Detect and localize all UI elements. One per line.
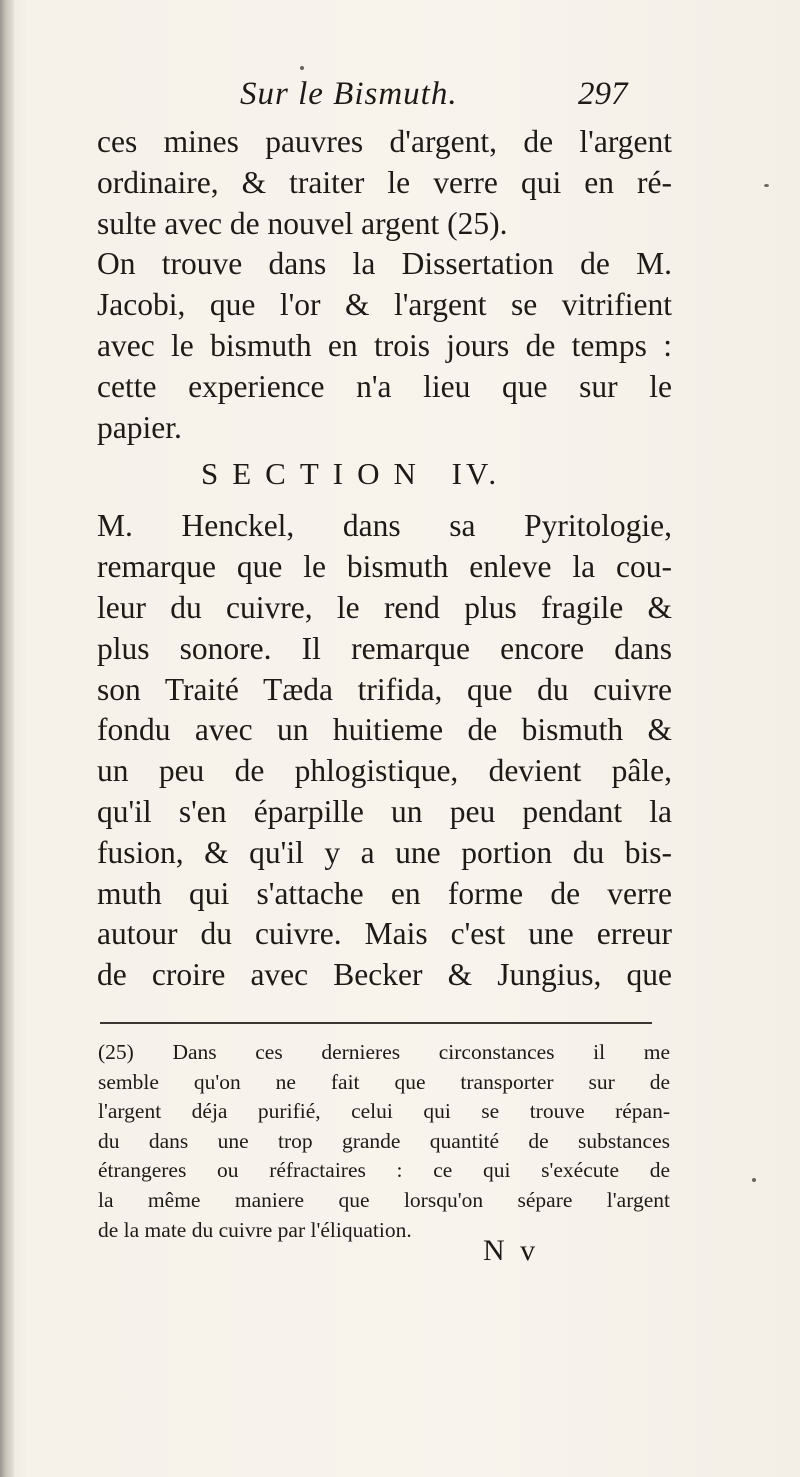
page-number: 297 — [578, 76, 628, 112]
body-line: avec le bismuth en trois jours de temps : — [97, 327, 672, 363]
paper-speck — [300, 66, 304, 70]
body-line: son Traité Tæda trifida, que du cuivre — [97, 671, 672, 707]
body-line: Jacobi, que l'or & l'argent se vitrifient — [97, 287, 672, 323]
body-line: ces mines pauvres d'argent, de l'argent — [97, 124, 672, 159]
running-title: Sur le Bismuth. — [240, 76, 458, 112]
signature-mark: N v — [483, 1234, 540, 1267]
footnote-line: la même maniere que lorsqu'on sépare l'argent — [98, 1187, 670, 1212]
body-line: fondu avec un huitieme de bismuth & — [97, 712, 672, 748]
section-heading-number: IV. — [451, 456, 501, 492]
body-line: sulte avec de nouvel argent (25). — [97, 205, 508, 241]
body-line: autour du cuivre. Mais c'est une erreur — [97, 916, 672, 952]
footnote-line: (25) Dans ces dernieres circonstances il me — [98, 1040, 670, 1064]
body-line: leur du cuivre, le rend plus fragile & — [97, 589, 672, 625]
paper-speck — [764, 184, 769, 187]
page-header — [0, 76, 800, 120]
page-binding-edge — [0, 0, 14, 1477]
body-line: muth qui s'attache en forme de verre — [97, 875, 672, 911]
body-line: ordinaire, & traiter le verre qui en ré- — [97, 164, 672, 200]
footnote-line: étrangeres ou réfractaires : ce qui s'exécute de — [98, 1158, 670, 1183]
footnote-line: de la mate du cuivre par l'éliquation. — [98, 1217, 412, 1242]
footnote-line: l'argent déja purifié, celui qui se trouve répan- — [98, 1099, 670, 1124]
body-line: papier. — [97, 409, 182, 445]
paper-speck — [752, 1178, 756, 1182]
body-text — [97, 122, 672, 996]
body-line: cette experience n'a lieu que sur le — [97, 368, 672, 404]
section-heading-word: SECTION — [201, 456, 430, 492]
body-line: plus sonore. Il remarque encore dans — [97, 630, 672, 666]
footnote-line: semble qu'on ne fait que transporter sur de — [98, 1069, 670, 1094]
body-line: de croire avec Becker & Jungius, que — [97, 957, 672, 993]
section-heading — [201, 448, 672, 506]
body-line: fusion, & qu'il y a une portion du bis- — [97, 834, 672, 870]
body-line: un peu de phlogistique, devient pâle, — [97, 753, 672, 789]
body-line: remarque que le bismuth enleve la cou- — [97, 549, 672, 585]
footnote-separator-rule — [100, 1022, 652, 1024]
body-line: On trouve dans la Dissertation de M. — [97, 246, 672, 282]
footnote — [98, 1038, 670, 1245]
footnote-line: du dans une trop grande quantité de substances — [98, 1128, 670, 1153]
body-line: qu'il s'en éparpille un peu pendant la — [97, 793, 672, 829]
body-line: M. Henckel, dans sa Pyritologie, — [97, 508, 672, 544]
